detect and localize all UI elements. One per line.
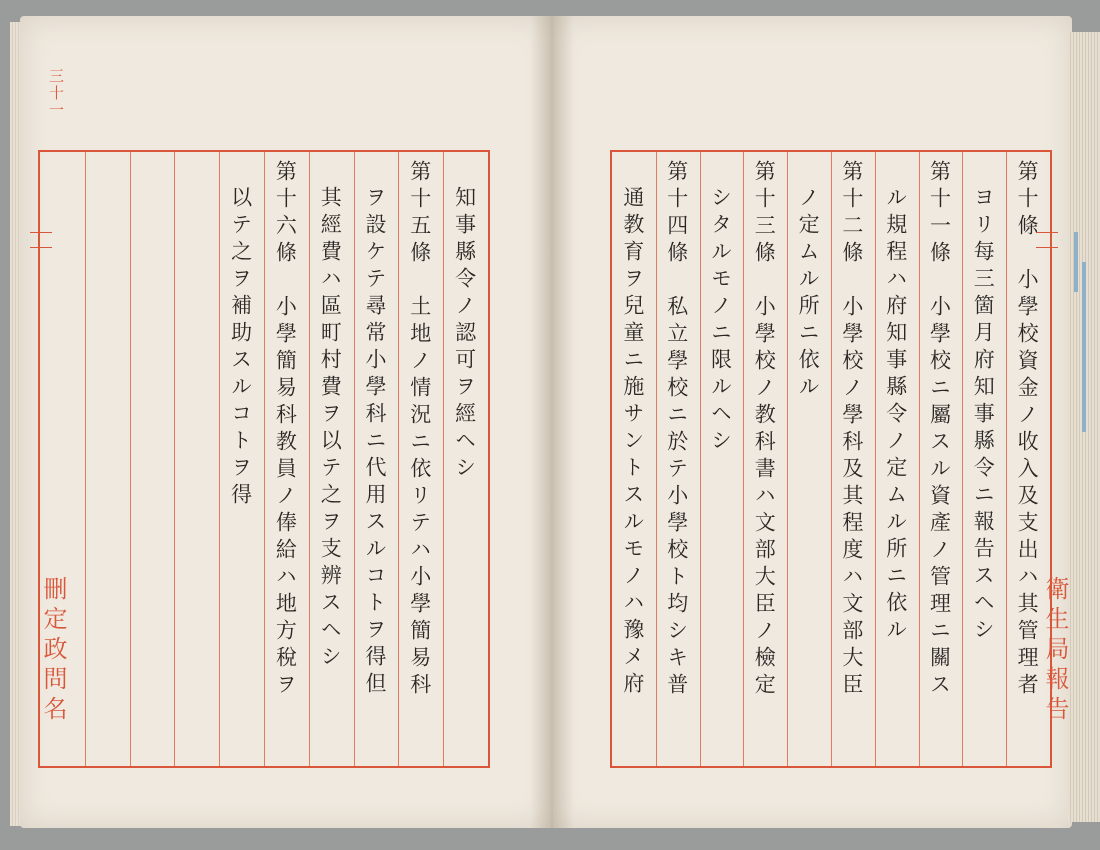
frame-notch xyxy=(1036,232,1058,248)
left-text-column: 以テ之ヲ補助スルコトヲ得 xyxy=(228,186,253,510)
left-text-frame xyxy=(38,150,490,768)
left-text-column: 知事縣令ノ認可ヲ經ヘシ xyxy=(452,186,477,483)
right-margin-title: 衛生局報告 xyxy=(1041,576,1069,726)
left-margin-title: 刪定政問名 xyxy=(39,576,67,726)
blue-tab-mark xyxy=(1074,232,1078,292)
right-text-column: シタルモノニ限ルヘシ xyxy=(708,186,733,456)
column-rule xyxy=(1006,152,1007,766)
left-text-column: ヲ設ケテ尋常小學科ニ代用スルコトヲ得但 xyxy=(363,186,387,699)
right-text-column: 第十四條 私立學校ニ於テ小學校ト均シキ普 xyxy=(664,160,689,700)
column-rule xyxy=(831,152,832,766)
open-book xyxy=(10,16,1092,831)
frame-notch xyxy=(30,232,52,248)
left-text-column: 第十六條 小學簡易科教員ノ俸給ハ地方稅ヲ xyxy=(273,160,298,700)
column-rule xyxy=(85,152,86,766)
page-number: 三十一 xyxy=(47,68,65,119)
column-rule xyxy=(309,152,310,766)
column-rule xyxy=(264,152,265,766)
column-rule xyxy=(174,152,175,766)
book-gutter xyxy=(530,16,574,828)
column-rule xyxy=(354,152,355,766)
column-rule xyxy=(656,152,657,766)
column-rule xyxy=(787,152,788,766)
right-text-column: ノ定ムル所ニ依ル xyxy=(796,186,821,402)
column-rule xyxy=(743,152,744,766)
right-text-column: ヨリ每三箇月府知事縣令ニ報告スヘシ xyxy=(971,186,996,645)
left-text-column: 第十五條 土地ノ情況ニ依リテハ小學簡易科 xyxy=(407,160,432,700)
right-text-column: 第十一條 小學校ニ屬スル資產ノ管理ニ關ス xyxy=(927,160,952,700)
column-rule xyxy=(398,152,399,766)
column-rule xyxy=(130,152,131,766)
blue-tab-mark xyxy=(1082,262,1086,432)
right-text-frame xyxy=(610,150,1052,768)
right-text-column: 第十條 小學校資金ノ收入及支出ハ其管理者 xyxy=(1015,160,1040,700)
column-rule xyxy=(919,152,920,766)
right-text-column: 通教育ヲ兒童ニ施サントスルモノハ豫メ府 xyxy=(620,186,645,699)
left-text-column: 其經費ハ區町村費ヲ以テ之ヲ支辨スヘシ xyxy=(318,186,343,672)
column-rule xyxy=(700,152,701,766)
column-rule xyxy=(875,152,876,766)
column-rule xyxy=(219,152,220,766)
column-rule xyxy=(443,152,444,766)
right-text-column: 第十三條 小學校ノ教科書ハ文部大臣ノ檢定 xyxy=(752,160,777,700)
column-rule xyxy=(962,152,963,766)
right-text-column: ル規程ハ府知事縣令ノ定ムル所ニ依ル xyxy=(883,186,908,645)
right-text-column: 第十二條 小學校ノ學科及其程度ハ文部大臣 xyxy=(839,160,864,700)
